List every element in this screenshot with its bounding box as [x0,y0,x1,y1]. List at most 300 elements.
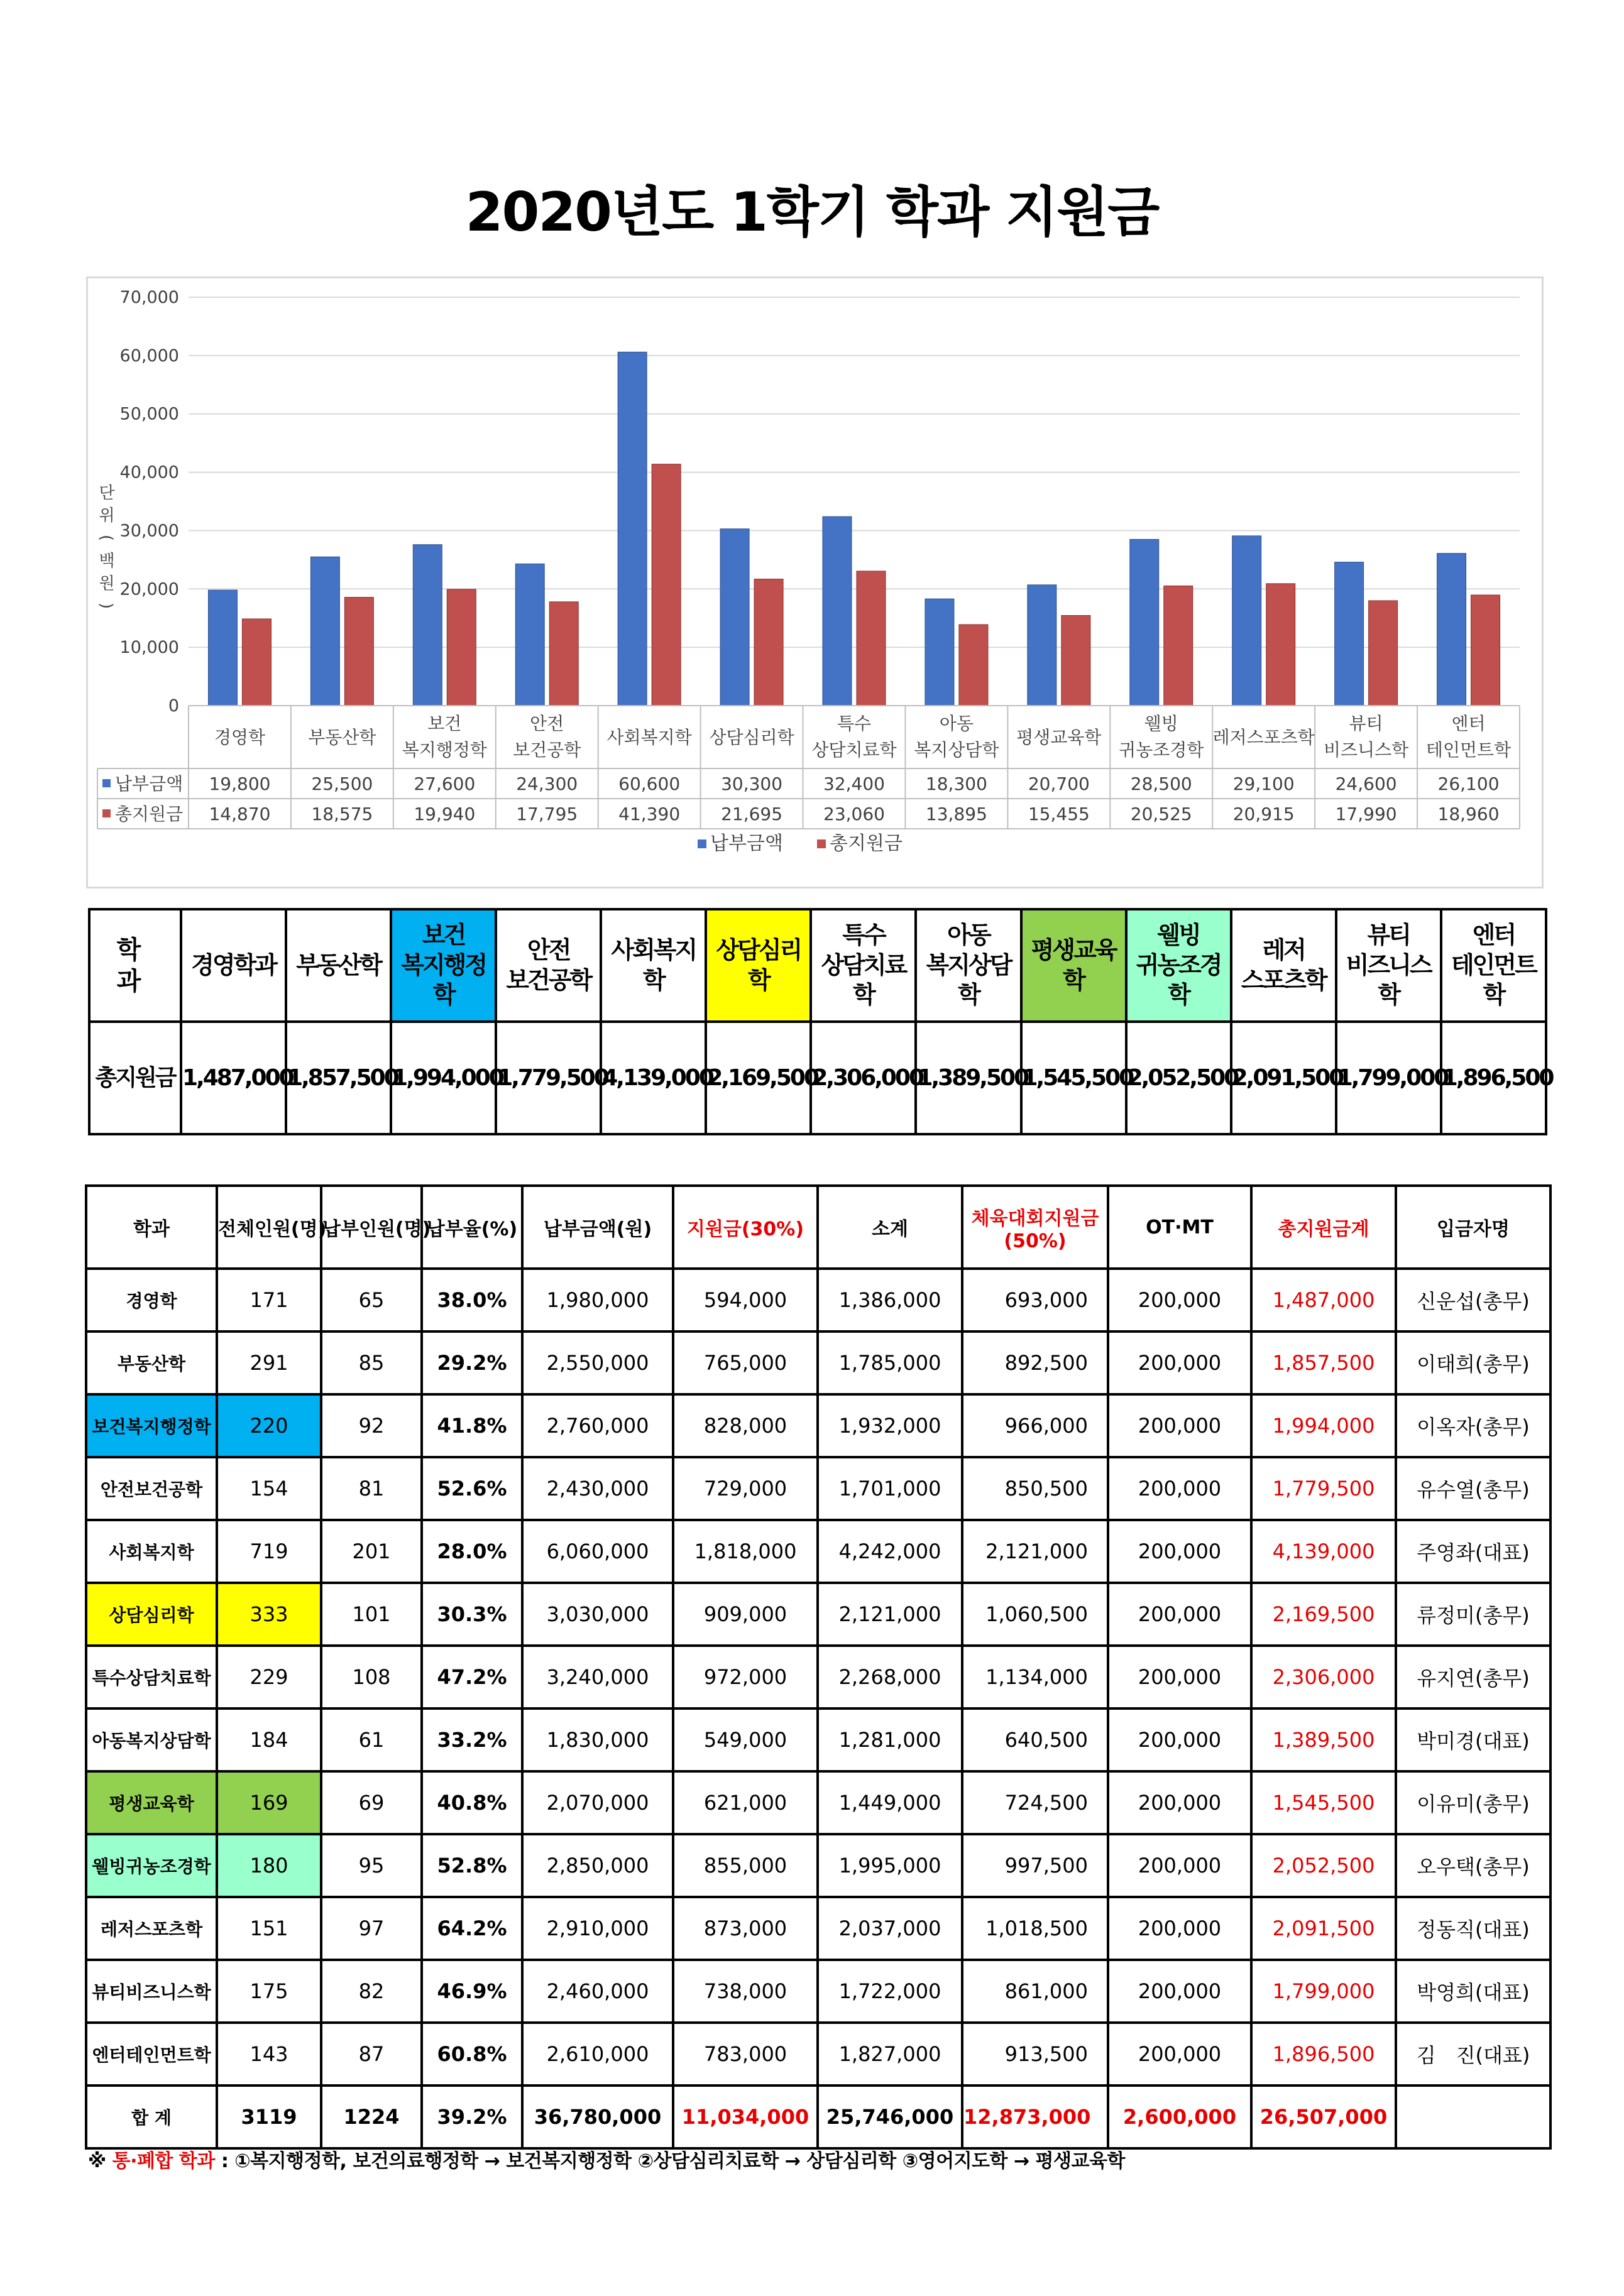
detail-header-text: 총지원금계 [1278,1218,1369,1240]
detail-cell-support: 972,000 [673,1646,818,1708]
data-label: 30,300 [721,774,783,794]
bar [1335,562,1364,706]
detail-header-cell [422,1186,522,1269]
legend-label: 납부금액 [710,833,783,855]
detail-cell-sports: 12,873,000 [962,2086,1108,2148]
detail-cell-name: 웰빙귀농조경학 [86,1834,217,1897]
detail-cell-paid-amount: 2,760,000 [522,1394,673,1457]
detail-cell-depositor: 정동직(대표) [1396,1897,1550,1960]
detail-cell-subtotal: 1,722,000 [818,1960,962,2023]
summary-dept-amount: 1,389,500 [916,1022,1021,1134]
summary-dept-header [1231,909,1336,1022]
x-category-label: 복지상담학 [914,740,999,760]
detail-cell-name: 안전보건공학 [86,1457,217,1520]
bar [208,590,237,706]
detail-cell-paid: 101 [321,1583,422,1646]
detail-cell-rate: 52.8% [422,1834,522,1897]
data-label: 15,455 [1028,804,1090,824]
y-axis-label-char: 단 [99,484,115,503]
summary-dept-amount: 2,306,000 [811,1022,916,1134]
detail-cell-rate: 29.2% [422,1331,522,1394]
summary-dept-name-line: 웰빙 [1157,921,1200,949]
detail-cell-grand: 2,306,000 [1251,1646,1396,1708]
detail-cell-name: 부동산학 [86,1331,217,1394]
detail-cell-otmt: 200,000 [1108,2023,1251,2086]
detail-header-text: OT·MT [1146,1216,1214,1238]
detail-cell-support: 729,000 [673,1457,818,1520]
detail-cell-rate: 64.2% [422,1897,522,1960]
detail-cell-name: 경영학 [86,1269,217,1331]
detail-cell-paid-amount: 2,910,000 [522,1897,673,1960]
detail-cell-subtotal: 2,268,000 [818,1646,962,1708]
detail-cell-name: 사회복지학 [86,1520,217,1583]
detail-cell-otmt: 200,000 [1108,1771,1251,1834]
detail-header-cell [818,1186,962,1269]
data-label: 26,100 [1437,774,1500,794]
x-category-label: 상담심리학 [709,727,794,748]
data-label: 20,700 [1028,774,1090,794]
detail-cell-grand: 1,545,500 [1251,1771,1396,1834]
detail-cell-grand: 1,994,000 [1251,1394,1396,1457]
x-category-label: 귀농조경학 [1119,740,1204,760]
y-tick-label: 50,000 [119,404,179,424]
summary-dept-amount: 1,994,000 [391,1022,496,1134]
detail-cell-paid: 82 [321,1960,422,2023]
detail-cell-total: 333 [217,1583,321,1646]
summary-dept-amount: 2,052,500 [1126,1022,1231,1134]
detail-cell-subtotal: 2,037,000 [818,1897,962,1960]
bar [720,529,749,706]
detail-cell-otmt: 2,600,000 [1108,2086,1251,2148]
detail-cell-sports: 1,018,500 [962,1897,1108,1960]
detail-header-text: 체육대회지원금 [971,1207,1099,1230]
detail-cell-otmt: 200,000 [1108,1331,1251,1394]
detail-header-cell [673,1186,818,1269]
detail-cell-support: 909,000 [673,1583,818,1646]
detail-cell-grand: 2,169,500 [1251,1583,1396,1646]
x-category-label: 비즈니스학 [1323,740,1409,760]
detail-cell-paid-amount: 6,060,000 [522,1520,673,1583]
detail-cell-otmt: 200,000 [1108,1960,1251,2023]
detail-total-row [86,2086,1550,2148]
y-tick-label: 40,000 [119,462,179,483]
bar [1266,584,1295,706]
detail-cell-subtotal: 25,746,000 [818,2086,962,2148]
detail-cell-subtotal: 1,785,000 [818,1331,962,1394]
detail-cell-depositor: 주영좌(대표) [1396,1520,1550,1583]
detail-cell-paid: 95 [321,1834,422,1897]
detail-cell-total: 169 [217,1771,321,1834]
detail-cell-name: 평생교육학 [86,1771,217,1834]
detail-cell-sports: 2,121,000 [962,1520,1108,1583]
x-category-label: 경영학 [214,727,266,748]
detail-cell-grand: 2,052,500 [1251,1834,1396,1897]
bar [1471,595,1500,706]
summary-dept-header [1336,909,1441,1022]
detail-cell-rate: 38.0% [422,1269,522,1331]
bar [959,625,988,706]
bar [1369,601,1398,706]
table-row [86,1960,1550,2023]
detail-header-text: 납부율(%) [426,1218,518,1240]
detail-cell-name: 엔터테인먼트학 [86,2023,217,2086]
detail-cell-otmt: 200,000 [1108,1834,1251,1897]
summary-dept-amount: 1,857,500 [286,1022,391,1134]
data-label: 19,800 [209,774,271,794]
summary-dept-amount: 1,545,500 [1021,1022,1126,1134]
detail-cell-paid: 85 [321,1331,422,1394]
data-label: 14,870 [209,804,271,824]
detail-cell-depositor: 유지연(총무) [1396,1646,1550,1708]
detail-header-cell [1396,1186,1550,1269]
data-label: 20,915 [1232,804,1295,824]
detail-cell-paid-amount: 2,850,000 [522,1834,673,1897]
summary-dept-name-line: 엔터 [1472,921,1515,949]
detail-cell-rate: 30.3% [422,1583,522,1646]
bar [1164,586,1193,706]
bar [754,579,783,706]
bar [1232,536,1261,706]
detail-cell-depositor: 이유미(총무) [1396,1771,1550,1834]
x-category-label: 뷰티 [1349,713,1383,734]
summary-dept-header [496,909,601,1022]
summary-dept-header [811,909,916,1022]
bar [310,557,339,706]
detail-cell-paid-amount: 1,980,000 [522,1269,673,1331]
data-label: 24,600 [1335,774,1397,794]
x-category-label: 보건 [427,713,462,734]
data-label: 18,300 [925,774,987,794]
detail-cell-name: 합 계 [86,2086,217,2148]
detail-table [85,1184,1552,2150]
y-tick-label: 20,000 [119,579,179,599]
data-label: 18,960 [1437,804,1500,824]
summary-dept-name-line: 부동산학 [296,951,381,979]
detail-cell-total: 171 [217,1269,321,1331]
table-row [86,1394,1550,1457]
summary-dept-name-line: 스포츠학 [1241,966,1326,994]
summary-amount-row [89,1022,1546,1134]
detail-cell-rate: 28.0% [422,1520,522,1583]
y-tick-label: 30,000 [119,521,179,541]
detail-cell-name: 아동복지상담학 [86,1708,217,1771]
detail-cell-total: 229 [217,1646,321,1708]
detail-cell-paid-amount: 2,610,000 [522,2023,673,2086]
summary-dept-header [706,909,811,1022]
summary-dept-name-line: 상담심리학 [716,936,801,994]
detail-header-cell [1108,1186,1251,1269]
detail-cell-total: 151 [217,1897,321,1960]
data-label: 29,100 [1232,774,1295,794]
summary-dept-amount: 1,487,000 [181,1022,286,1134]
summary-dept-name-line: 상담치료학 [821,951,906,1009]
x-category-label: 사회복지학 [606,727,692,748]
bar [925,599,954,706]
detail-cell-paid-amount: 1,830,000 [522,1708,673,1771]
detail-cell-rate: 41.8% [422,1394,522,1457]
detail-cell-support: 783,000 [673,2023,818,2086]
data-label: 17,990 [1335,804,1397,824]
bar [1028,585,1056,706]
detail-cell-support: 594,000 [673,1269,818,1331]
detail-cell-grand: 2,091,500 [1251,1897,1396,1960]
table-row [86,1646,1550,1708]
data-label: 23,060 [823,804,885,824]
summary-dept-name-line: 보건 [422,921,465,949]
y-axis-label-char: 원 [99,574,115,593]
detail-cell-rate: 40.8% [422,1771,522,1834]
detail-cell-paid-amount: 2,430,000 [522,1457,673,1520]
detail-cell-name: 상담심리학 [86,1583,217,1646]
detail-header-cell [962,1186,1108,1269]
detail-cell-sports: 850,500 [962,1457,1108,1520]
detail-cell-paid: 108 [321,1646,422,1708]
x-category-label: 아동 [939,713,974,734]
x-category-label: 엔터 [1451,713,1486,734]
table-row [86,1269,1550,1331]
detail-cell-support: 621,000 [673,1771,818,1834]
detail-cell-paid-amount: 36,780,000 [522,2086,673,2148]
summary-dept-name-line: 특수 [842,921,885,949]
detail-cell-total: 175 [217,1960,321,2023]
detail-cell-sports: 966,000 [962,1394,1108,1457]
detail-cell-subtotal: 1,281,000 [818,1708,962,1771]
bar [242,619,271,706]
table-row [86,1708,1550,1771]
bar [1437,554,1466,706]
x-category-label: 복지행정학 [402,740,487,760]
summary-dept-amount: 2,169,500 [706,1022,811,1134]
detail-cell-paid: 201 [321,1520,422,1583]
y-axis-label-char: ( [97,534,116,542]
detail-header-text: 납부금액(원) [543,1218,652,1240]
detail-cell-otmt: 200,000 [1108,1897,1251,1960]
table-row [86,1834,1550,1897]
detail-header-text: 입금자명 [1437,1218,1510,1240]
detail-cell-paid: 1224 [321,2086,422,2148]
detail-header-text: 학과 [133,1218,170,1240]
y-axis-label-char: ) [97,602,116,610]
detail-cell-paid: 61 [321,1708,422,1771]
detail-cell-support: 738,000 [673,1960,818,2023]
summary-dept-name-line: 복지행정학 [401,951,486,1009]
bar [447,589,476,706]
detail-cell-depositor: 신운섭(총무) [1396,1269,1550,1331]
detail-cell-depositor: 박미경(대표) [1396,1708,1550,1771]
detail-cell-paid-amount: 3,030,000 [522,1583,673,1646]
data-label: 41,390 [618,804,681,824]
data-label: 17,795 [516,804,578,824]
series-name: 총지원금 [115,804,184,824]
detail-cell-subtotal: 1,932,000 [818,1394,962,1457]
detail-cell-grand: 4,139,000 [1251,1520,1396,1583]
detail-cell-depositor: 유수열(총무) [1396,1457,1550,1520]
detail-cell-support: 549,000 [673,1708,818,1771]
y-tick-label: 0 [168,696,179,716]
table-row [86,1331,1550,1394]
legend-key [817,839,826,848]
bar [549,602,578,706]
data-label: 21,695 [721,804,783,824]
summary-header-row [89,909,1546,1022]
detail-cell-name: 특수상담치료학 [86,1646,217,1708]
detail-cell-total: 154 [217,1457,321,1520]
detail-cell-grand: 26,507,000 [1251,2086,1396,2148]
x-category-label: 상담치료학 [811,740,897,760]
detail-cell-rate: 47.2% [422,1646,522,1708]
detail-cell-name: 뷰티비즈니스학 [86,1960,217,2023]
summary-dept-name-line: 사회복지학 [611,936,696,994]
detail-cell-paid: 69 [321,1771,422,1834]
bar [1130,539,1159,706]
detail-cell-support: 11,034,000 [673,2086,818,2148]
legend-key [102,809,111,817]
data-label: 19,940 [414,804,476,824]
detail-header-row [86,1186,1550,1269]
detail-cell-paid-amount: 2,550,000 [522,1331,673,1394]
series-name: 납부금액 [115,774,184,794]
legend-key [102,779,111,787]
bar [413,545,442,706]
detail-cell-subtotal: 1,701,000 [818,1457,962,1520]
detail-cell-rate: 33.2% [422,1708,522,1771]
detail-cell-support: 1,818,000 [673,1520,818,1583]
detail-cell-subtotal: 4,242,000 [818,1520,962,1583]
summary-dept-name-line: 보건공학 [506,966,591,994]
detail-cell-total: 180 [217,1834,321,1897]
footnote-label: 통·폐합 학과 [112,2150,215,2172]
detail-cell-otmt: 200,000 [1108,1520,1251,1583]
detail-cell-total: 291 [217,1331,321,1394]
detail-header-text: 소계 [872,1218,908,1240]
summary-table [88,908,1553,1135]
detail-cell-subtotal: 1,995,000 [818,1834,962,1897]
detail-cell-total: 184 [217,1708,321,1771]
x-category-label: 특수 [837,713,872,734]
bar-chart [86,276,1544,888]
detail-cell-subtotal: 1,449,000 [818,1771,962,1834]
detail-cell-support: 855,000 [673,1834,818,1897]
detail-cell-total: 220 [217,1394,321,1457]
detail-cell-grand: 1,487,000 [1251,1269,1396,1331]
detail-cell-grand: 1,779,500 [1251,1457,1396,1520]
page-title: 2020년도 1학기 학과 지원금 [465,181,1159,244]
detail-cell-depositor: 이태희(총무) [1396,1331,1550,1394]
summary-dept-name-line: 뷰티 [1367,921,1410,949]
summary-dept-name-line: 아동 [947,921,990,949]
detail-header-cell [1251,1186,1396,1269]
x-category-label: 보건공학 [513,740,581,760]
x-category-label: 평생교육학 [1016,727,1102,748]
table-row [86,1897,1550,1960]
x-category-label: 테인먼트학 [1425,740,1512,760]
detail-cell-paid: 92 [321,1394,422,1457]
chart-svg [88,278,1542,887]
detail-header-cell [321,1186,431,1269]
summary-dept-amount: 1,896,500 [1441,1022,1546,1134]
x-category-label: 웰빙 [1144,713,1178,734]
detail-cell-sports: 724,500 [962,1771,1108,1834]
detail-cell-otmt: 200,000 [1108,1708,1251,1771]
detail-cell-rate: 60.8% [422,2023,522,2086]
detail-cell-subtotal: 1,827,000 [818,2023,962,2086]
summary-dept-header [391,909,496,1022]
detail-cell-otmt: 200,000 [1108,1583,1251,1646]
detail-cell-otmt: 200,000 [1108,1457,1251,1520]
detail-cell-sports: 640,500 [962,1708,1108,1771]
detail-header-text: 전체인원(명) [218,1218,327,1240]
x-category-label: 안전 [530,713,564,734]
footnote-text: : ①복지행정학, 보건의료행정학 → 보건복지행정학 ②상담심리치료학 → 상담심리학 ③영어지도학 → 평생교육학 [214,2150,1125,2172]
detail-cell-support: 765,000 [673,1331,818,1394]
y-axis-label-char: 위 [99,506,115,525]
y-tick-label: 60,000 [119,346,179,366]
detail-cell-grand: 1,389,500 [1251,1708,1396,1771]
data-label: 20,525 [1130,804,1192,824]
y-axis-label-char: 백 [99,552,115,571]
data-label: 18,575 [311,804,373,824]
detail-cell-paid: 65 [321,1269,422,1331]
summary-dept-name-line: 테인먼트학 [1451,951,1536,1009]
footnote [88,2145,1125,2173]
summary-header-label: 학 과 [89,909,181,1022]
summary-dept-amount: 1,779,500 [496,1022,601,1134]
summary-dept-amount: 4,139,000 [601,1022,706,1134]
summary-dept-header [181,909,286,1022]
detail-cell-sports: 997,500 [962,1834,1108,1897]
summary-dept-header [601,909,706,1022]
bar [618,352,647,706]
bar [1062,615,1090,706]
detail-cell-paid: 87 [321,2023,422,2086]
bar [652,464,681,706]
footnote-mark: ※ [88,2150,106,2172]
detail-cell-sports: 693,000 [962,1269,1108,1331]
summary-dept-header [916,909,1021,1022]
summary-dept-header [286,909,391,1022]
summary-dept-amount: 1,799,000 [1336,1022,1441,1134]
detail-cell-subtotal: 1,386,000 [818,1269,962,1331]
bar [857,571,886,706]
detail-cell-depositor [1396,2086,1550,2148]
data-label: 28,500 [1130,774,1192,794]
detail-cell-name: 레저스포츠학 [86,1897,217,1960]
summary-dept-name-line: 레저 [1262,936,1305,964]
legend-key [698,839,706,848]
data-label: 13,895 [925,804,987,824]
detail-cell-depositor: 오우택(총무) [1396,1834,1550,1897]
summary-dept-name-line: 복지상담학 [926,951,1011,1009]
detail-cell-paid-amount: 2,070,000 [522,1771,673,1834]
detail-cell-otmt: 200,000 [1108,1646,1251,1708]
detail-cell-sports: 892,500 [962,1331,1108,1394]
y-tick-label: 10,000 [119,638,179,658]
summary-total-label: 총지원금 [89,1022,181,1134]
y-tick-label: 70,000 [119,288,179,307]
detail-cell-total: 719 [217,1520,321,1583]
detail-cell-paid: 97 [321,1897,422,1960]
detail-cell-sports: 861,000 [962,1960,1108,2023]
bar [515,564,544,706]
summary-dept-header [1441,909,1546,1022]
summary-dept-name-line: 경영학과 [191,951,276,979]
table-row [86,2023,1550,2086]
detail-cell-otmt: 200,000 [1108,1269,1251,1331]
detail-cell-paid-amount: 3,240,000 [522,1646,673,1708]
data-label: 60,600 [618,774,681,794]
table-row [86,1457,1550,1520]
detail-cell-paid-amount: 2,460,000 [522,1960,673,2023]
